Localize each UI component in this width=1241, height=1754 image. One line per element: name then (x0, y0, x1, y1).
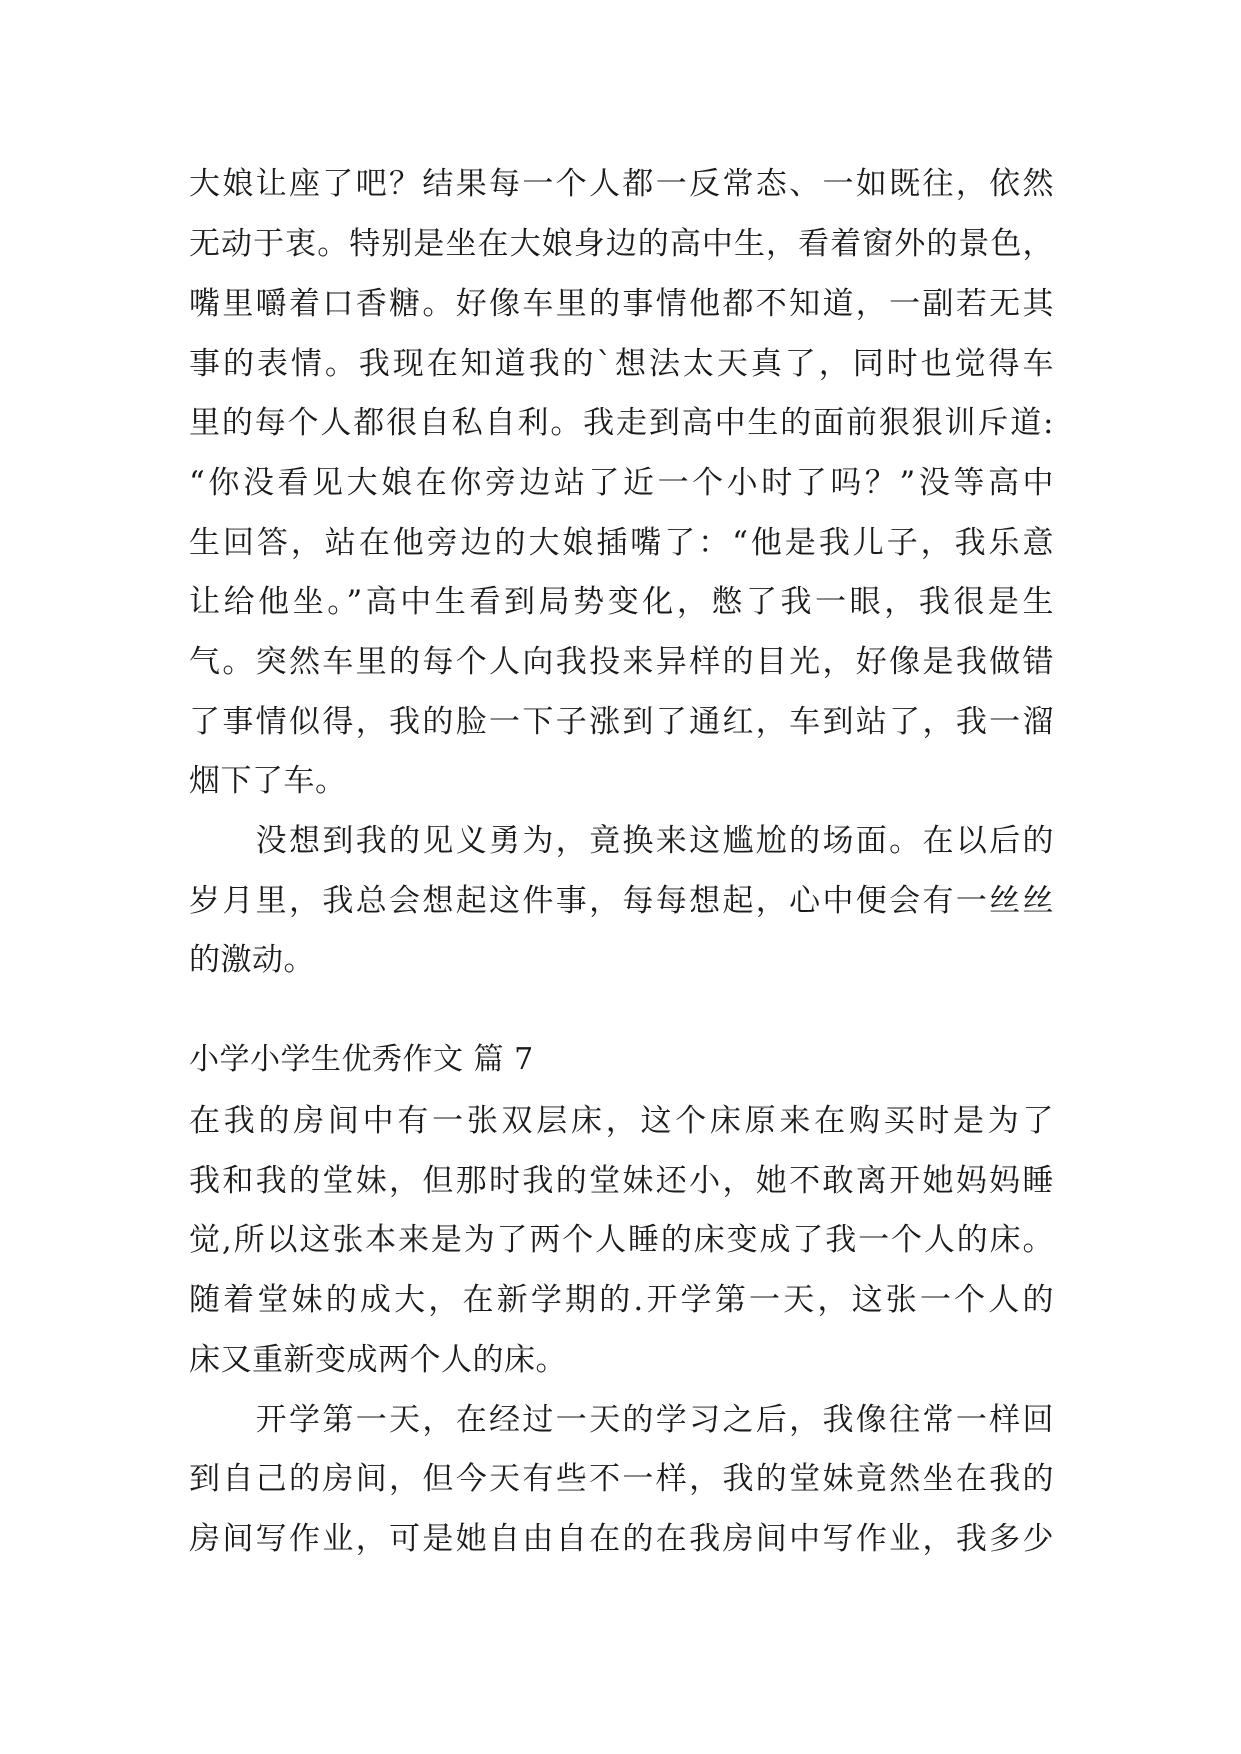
paragraph-line: 我和我的堂妹，但那时我的堂妹还小，她不敢离开她妈妈睡 (189, 1163, 1054, 1199)
paragraph-line: 里的每个人都很自私自利。我走到高中生的面前狠狠训斥道: (189, 405, 1054, 441)
paragraph-line: 在我的房间中有一张双层床，这个床原来在购买时是为了 (189, 1103, 1054, 1139)
paragraph-line: 气。突然车里的每个人向我投来异样的目光，好像是我做错 (189, 644, 1054, 680)
paragraph-line: 大娘让座了吧？结果每一个人都一反常态、一如既往，依然 (189, 166, 1054, 202)
paragraph-line: 没想到我的见义勇为，竟换来这尴尬的场面。在以后的 (189, 823, 1054, 859)
paragraph-line: “你没看见大娘在你旁边站了近一个小时了吗？”没等高中 (189, 465, 1054, 501)
paragraph-line: 随着堂妹的成大，在新学期的.开学第一天，这张一个人的 (189, 1282, 1054, 1318)
paragraph-line: 事的表情。我现在知道我的`想法太天真了，同时也觉得车 (189, 346, 1054, 382)
paragraph-line: 开学第一天，在经过一天的学习之后，我像往常一样回 (189, 1402, 1054, 1438)
paragraph-line: 岁月里，我总会想起这件事，每每想起，心中便会有一丝丝 (189, 883, 1054, 919)
paragraph-line: 无动于衷。特别是坐在大娘身边的高中生，看着窗外的景色， (189, 226, 1054, 262)
paragraph-line: 觉,所以这张本来是为了两个人睡的床变成了我一个人的床。 (189, 1222, 1054, 1258)
paragraph-line: 的激动。 (189, 942, 315, 978)
paragraph-line: 房间写作业，可是她自由自在的在我房间中写作业，我多少 (189, 1521, 1054, 1557)
paragraph-line: 了事情似得，我的脸一下子涨到了通红，车到站了，我一溜 (189, 704, 1054, 740)
paragraph-line: 到自己的房间，但今天有些不一样，我的堂妹竟然坐在我的 (189, 1461, 1054, 1497)
section-heading: 小学小学生优秀作文 篇 7 (189, 1042, 534, 1077)
paragraph-line: 让给他坐。”高中生看到局势变化，憋了我一眼，我很是生 (189, 584, 1054, 620)
paragraph-line: 烟下了车。 (189, 763, 347, 799)
paragraph-line: 床又重新变成两个人的床。 (189, 1342, 567, 1378)
paragraph-line: 生回答，站在他旁边的大娘插嘴了：“他是我儿子，我乐意 (189, 525, 1054, 561)
paragraph-line: 嘴里嚼着口香糖。好像车里的事情他都不知道，一副若无其 (189, 286, 1054, 322)
